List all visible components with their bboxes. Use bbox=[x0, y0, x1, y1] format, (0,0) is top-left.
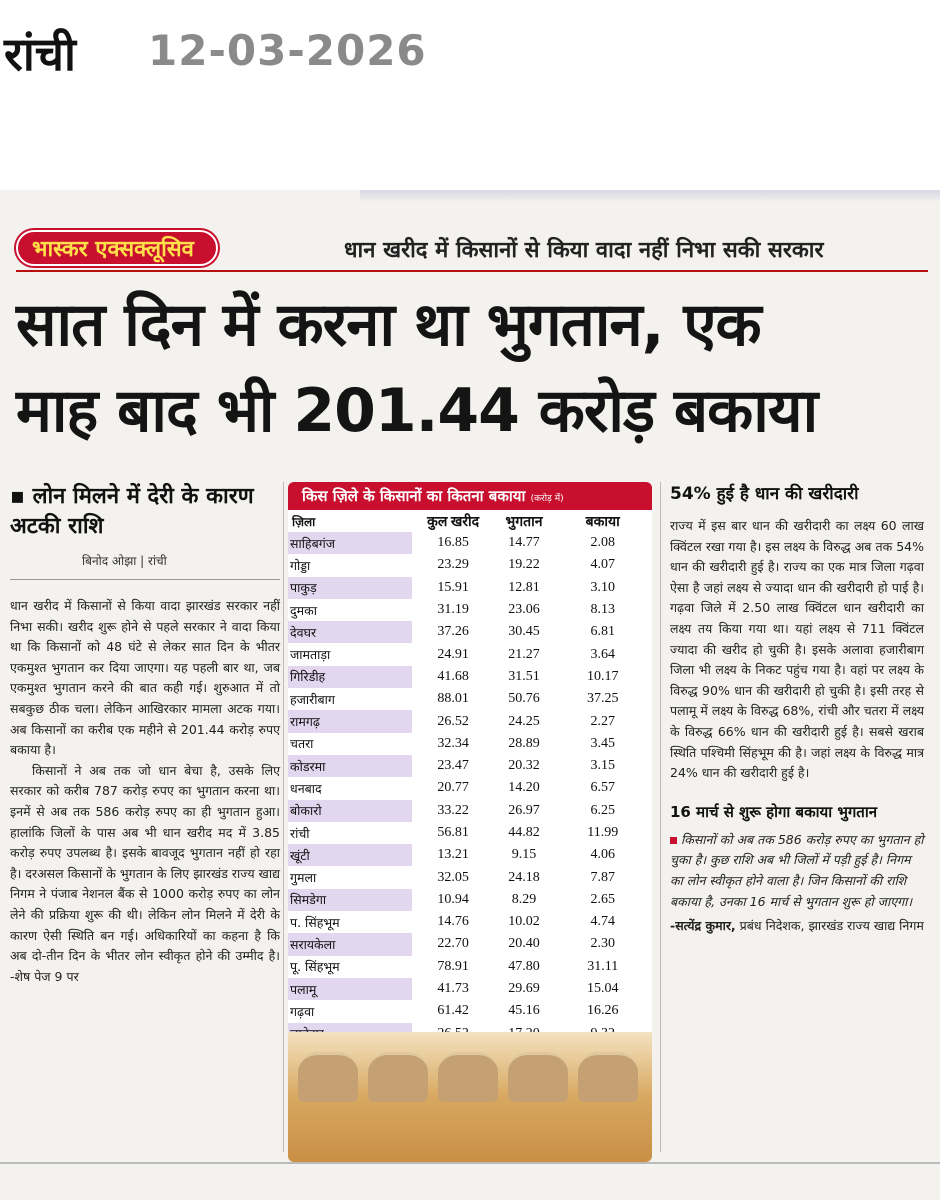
table-title-text: किस ज़िले के किसानों का कितना बकाया bbox=[302, 487, 526, 505]
quote-author bbox=[670, 916, 924, 936]
table-row bbox=[288, 643, 652, 665]
column-divider bbox=[283, 482, 284, 1152]
value-cell: 3.15 bbox=[590, 758, 615, 774]
quote-text: किसानों को अब तक 586 करोड़ रुपए का भुगतान हो चुका है। कुछ राशि अब भी जिलों में पड़ी हुई है। निगम का लोन स्वीकृत होने वाला है। जिन किसानों की राशि बकाया है, उनका 16 मार्च से भुगतान शुरू हो जाएगा। bbox=[670, 831, 924, 909]
value-cell: 24.18 bbox=[508, 869, 540, 885]
paragraph: किसानों ने अब तक जो धान बेचा है, उसके लिए सरकार को करीब 787 करोड़ रुपए का भुगतान करना था। इनमें से अब तक 586 करोड़ रुपए का ही भुगतान हुआ। हालांकि जिलों के पास अब भी धान खरीद मद में 3.85 करोड़ रुपए उपलब्ध है। इसके बावजूद भुगतान नहीं हो रहा है। दरअसल किसानों के भुगतान के लिए झारखंड राज्य खाद्य निगम ने पंजाब नेशनल बैंक से 1000 करोड़ रुपए का लोन लेने की प्रक्रिया शुरू की थी। लेकिन लोन मिलने में देरी के कारण ऐसी स्थिति बन गई। अधिकारियों का कहना है कि अब दो-तीन दिन के भीतर लोन स्वीकृत होने की उम्मीद है। -शेष पेज 9 पर bbox=[10, 762, 280, 984]
right-column bbox=[670, 482, 924, 936]
district-cell: पाकुड़ bbox=[288, 577, 412, 599]
value-cell: 3.45 bbox=[590, 735, 615, 751]
value-cell: 23.29 bbox=[437, 557, 469, 573]
value-cell: 29.69 bbox=[508, 981, 540, 997]
district-cell: गिरिडीह bbox=[288, 666, 412, 688]
value-cell: 37.25 bbox=[586, 691, 619, 707]
table-unit: (करोड़ में) bbox=[530, 494, 564, 504]
district-cell: गोड्डा bbox=[290, 557, 311, 573]
paragraph: धान खरीद में किसानों से किया वादा झारखंड सरकार नहीं निभा सकी। खरीद शुरू होने से पहले सरकार ने वादा किया था कि किसानों को 48 घंटे से लेकर सात दिन के भीतर एकमुश्त भुगतान कर दिया जाएगा। यह पहली बार था, जब एकमुश्त भुगतान करने की बात कही गई। शुरुआत में तो सबकुछ ठीक चला। लेकिन आखिरकार मामला अटक गया। अब किसानों का करीब एक महीने से 201.44 करोड़ रुपए बकाया है। bbox=[10, 598, 280, 758]
kicker-row bbox=[16, 230, 928, 272]
district-cell: खूंटी bbox=[288, 844, 412, 866]
section-body: राज्य में इस बार धान की खरीदारी का लक्ष्य 60 लाख क्विंटल रखा गया है। इस लक्ष्य के विरुद्ध अब तक 54% धान की खरीदारी हुई है। राज्य का एक मात्र जिला गढ़वा ऐसा है जहां लक्ष्य से ज्यादा धान की खरीदारी हो पाई है। गढ़वा जिले में 2.50 लाख क्विंटल धान खरीदारी का लक्ष्य तय किया गया था। यहां लक्ष्य से 711 क्विंटल ज्यादा की खरीद हो चुकी है। इसके अलावा हजारीबाग जिला भी लक्ष्य के निकट पहुंच गया है। वहां पर लक्ष्य के विरुद्ध 90% धान की खरीदारी हो चुकी है। इसी तरह से पलामू में लक्ष्य के विरुद्ध 68%, रांची और चतरा में लक्ष्य के विरुद्ध 66% धान की खरीदारी हुई है। सबसे खराब स्थिति पश्चिमी सिंहभूम की है। जहां लक्ष्य के विरुद्ध मात्र 24% धान की खरीदारी हुई है। bbox=[670, 518, 924, 781]
value-cell: 56.81 bbox=[437, 825, 469, 840]
sack-shape bbox=[368, 1052, 428, 1102]
newspaper-clipping bbox=[0, 190, 940, 1200]
value-cell: 32.34 bbox=[437, 735, 469, 751]
article-body bbox=[10, 596, 280, 987]
district-cell: जामताड़ा bbox=[290, 647, 331, 663]
column-header: भुगतान bbox=[505, 514, 543, 530]
table-row bbox=[288, 978, 652, 1000]
district-cell: देवघर bbox=[288, 621, 412, 643]
table-body bbox=[288, 532, 652, 1089]
value-cell: 6.57 bbox=[590, 780, 615, 796]
table-title bbox=[288, 482, 652, 510]
district-cell: दुमका bbox=[290, 602, 317, 618]
value-cell: 50.76 bbox=[508, 691, 540, 707]
headline bbox=[16, 282, 928, 454]
city-label: रांची bbox=[4, 27, 76, 81]
value-cell: 2.30 bbox=[590, 936, 615, 952]
value-cell: 8.13 bbox=[590, 602, 615, 618]
table-row bbox=[288, 933, 652, 955]
value-cell: 23.06 bbox=[508, 602, 540, 618]
value-cell: 31.11 bbox=[587, 958, 619, 974]
value-cell: 15.04 bbox=[586, 981, 619, 997]
value-cell: 45.16 bbox=[508, 1003, 540, 1019]
sub-headline: ▪ लोन मिलने में देरी के कारण अटकी राशि bbox=[10, 484, 254, 539]
section-heading: 54% हुई है धान की खरीदारी bbox=[670, 484, 859, 504]
table-row bbox=[288, 800, 652, 822]
value-cell: 15.91 bbox=[437, 579, 469, 595]
value-cell: 41.73 bbox=[437, 981, 469, 997]
value-cell: 28.89 bbox=[508, 735, 540, 751]
value-cell: 78.91 bbox=[437, 958, 469, 974]
value-cell: 24.91 bbox=[437, 646, 469, 662]
value-cell: 11.99 bbox=[587, 825, 619, 840]
value-cell: 6.81 bbox=[590, 624, 615, 640]
value-cell: 16.85 bbox=[437, 535, 469, 551]
headline-line-1: सात दिन में करना था भुगतान, एक bbox=[16, 290, 761, 360]
header-bar bbox=[0, 0, 940, 100]
value-cell: 33.22 bbox=[437, 802, 469, 818]
value-cell: 20.77 bbox=[437, 780, 469, 796]
table-row bbox=[288, 532, 652, 554]
value-cell: 8.29 bbox=[511, 891, 537, 907]
value-cell: 31.51 bbox=[508, 668, 540, 684]
district-cell: हजारीबाग bbox=[290, 691, 335, 707]
table-row bbox=[288, 866, 652, 888]
value-cell: 20.32 bbox=[508, 758, 540, 774]
table-row bbox=[288, 1000, 652, 1022]
value-cell: 7.87 bbox=[590, 869, 615, 885]
column-header: कुल खरीद bbox=[427, 514, 480, 530]
value-cell: 12.81 bbox=[508, 579, 540, 595]
sack-shape bbox=[298, 1052, 358, 1102]
value-cell: 41.68 bbox=[437, 668, 469, 684]
dues-table bbox=[288, 510, 652, 1089]
author-role: प्रबंध निदेशक, झारखंड राज्य खाद्य निगम bbox=[739, 918, 924, 934]
value-cell: 19.22 bbox=[508, 557, 540, 573]
value-cell: 4.06 bbox=[590, 847, 615, 863]
value-cell: 3.10 bbox=[590, 579, 615, 595]
sack-shape bbox=[438, 1052, 498, 1102]
column-divider bbox=[660, 482, 661, 1152]
table-row bbox=[288, 777, 652, 799]
grain-sacks-image bbox=[288, 1032, 652, 1162]
sack-shape bbox=[508, 1052, 568, 1102]
value-cell: 88.01 bbox=[437, 691, 469, 707]
district-cell: सरायकेला bbox=[288, 933, 412, 955]
district-cell: चतरा bbox=[290, 736, 314, 752]
date-label: 12-03-2026 bbox=[148, 26, 427, 75]
value-cell: 10.17 bbox=[586, 668, 619, 684]
district-cell: रामगढ़ bbox=[288, 710, 412, 732]
district-cell: कोडरमा bbox=[288, 755, 412, 777]
divider bbox=[10, 579, 280, 580]
table-row bbox=[288, 822, 652, 844]
left-column bbox=[10, 482, 280, 987]
sack-shape bbox=[578, 1052, 638, 1102]
dues-table-box bbox=[288, 482, 652, 1162]
value-cell: 30.45 bbox=[508, 624, 540, 640]
author-name: -सत्येंद्र कुमार, bbox=[670, 918, 736, 934]
table-row bbox=[288, 710, 652, 732]
district-cell: साहिबगंज bbox=[288, 532, 412, 554]
section-heading: 16 मार्च से शुरू होगा बकाया भुगतान bbox=[670, 802, 878, 821]
table-row bbox=[288, 688, 652, 710]
value-cell: 14.20 bbox=[508, 780, 540, 796]
bullet-icon bbox=[670, 837, 677, 844]
value-cell: 32.05 bbox=[437, 869, 469, 885]
value-cell: 2.08 bbox=[590, 535, 615, 551]
table-row bbox=[288, 666, 652, 688]
value-cell: 21.27 bbox=[508, 646, 540, 662]
table-row bbox=[288, 844, 652, 866]
value-cell: 22.70 bbox=[437, 936, 469, 952]
column-header: बकाया bbox=[585, 514, 620, 530]
district-cell: पलामू bbox=[288, 978, 412, 1000]
table-row bbox=[288, 599, 652, 621]
paper-edge bbox=[360, 190, 940, 202]
value-cell: 23.47 bbox=[437, 758, 469, 774]
value-cell: 37.26 bbox=[437, 624, 469, 640]
value-cell: 44.82 bbox=[508, 825, 540, 840]
value-cell: 2.27 bbox=[590, 713, 615, 729]
exclusive-badge: भास्कर एक्सक्लूसिव bbox=[16, 230, 218, 266]
value-cell: 13.21 bbox=[437, 847, 469, 863]
district-cell: रांची bbox=[290, 825, 310, 841]
official-quote bbox=[670, 830, 924, 912]
headline-line-2: माह बाद भी 201.44 करोड़ बकाया bbox=[16, 376, 818, 446]
value-cell: 14.77 bbox=[508, 535, 540, 551]
district-cell: धनबाद bbox=[290, 780, 322, 796]
value-cell: 20.40 bbox=[508, 936, 540, 952]
value-cell: 3.64 bbox=[590, 646, 615, 662]
value-cell: 9.15 bbox=[511, 847, 537, 863]
byline: बिनोद ओझा | रांची bbox=[82, 554, 167, 568]
column-header: ज़िला bbox=[292, 514, 316, 529]
district-cell: बोकारो bbox=[288, 800, 412, 822]
value-cell: 31.19 bbox=[437, 602, 469, 618]
table-row bbox=[288, 956, 652, 978]
value-cell: 2.65 bbox=[590, 891, 615, 907]
table-row bbox=[288, 733, 652, 755]
value-cell: 10.94 bbox=[437, 891, 469, 907]
value-cell: 24.25 bbox=[508, 713, 540, 729]
value-cell: 26.52 bbox=[437, 713, 469, 729]
table-row bbox=[288, 577, 652, 599]
value-cell: 26.97 bbox=[508, 802, 540, 818]
district-cell: सिमडेगा bbox=[288, 889, 412, 911]
table-row bbox=[288, 889, 652, 911]
value-cell: 14.76 bbox=[437, 914, 469, 930]
value-cell: 6.25 bbox=[590, 802, 615, 818]
district-cell: प. सिंहभूम bbox=[290, 914, 340, 930]
value-cell: 4.07 bbox=[590, 557, 615, 573]
kicker-text: धान खरीद में किसानों से किया वादा नहीं निभा सकी सरकार bbox=[344, 238, 824, 263]
value-cell: 47.80 bbox=[508, 958, 540, 974]
table-row bbox=[288, 554, 652, 576]
value-cell: 16.26 bbox=[586, 1003, 619, 1019]
value-cell: 61.42 bbox=[437, 1003, 469, 1019]
table-header-row bbox=[288, 510, 652, 532]
district-cell: गढ़वा bbox=[290, 1003, 315, 1019]
district-cell: गुमला bbox=[290, 870, 317, 886]
value-cell: 4.74 bbox=[590, 914, 615, 930]
district-cell: पू. सिंहभूम bbox=[290, 959, 340, 975]
table-row bbox=[288, 755, 652, 777]
table-row bbox=[288, 621, 652, 643]
page-separator bbox=[0, 1162, 940, 1164]
table-row bbox=[288, 911, 652, 933]
value-cell: 10.02 bbox=[508, 914, 540, 930]
